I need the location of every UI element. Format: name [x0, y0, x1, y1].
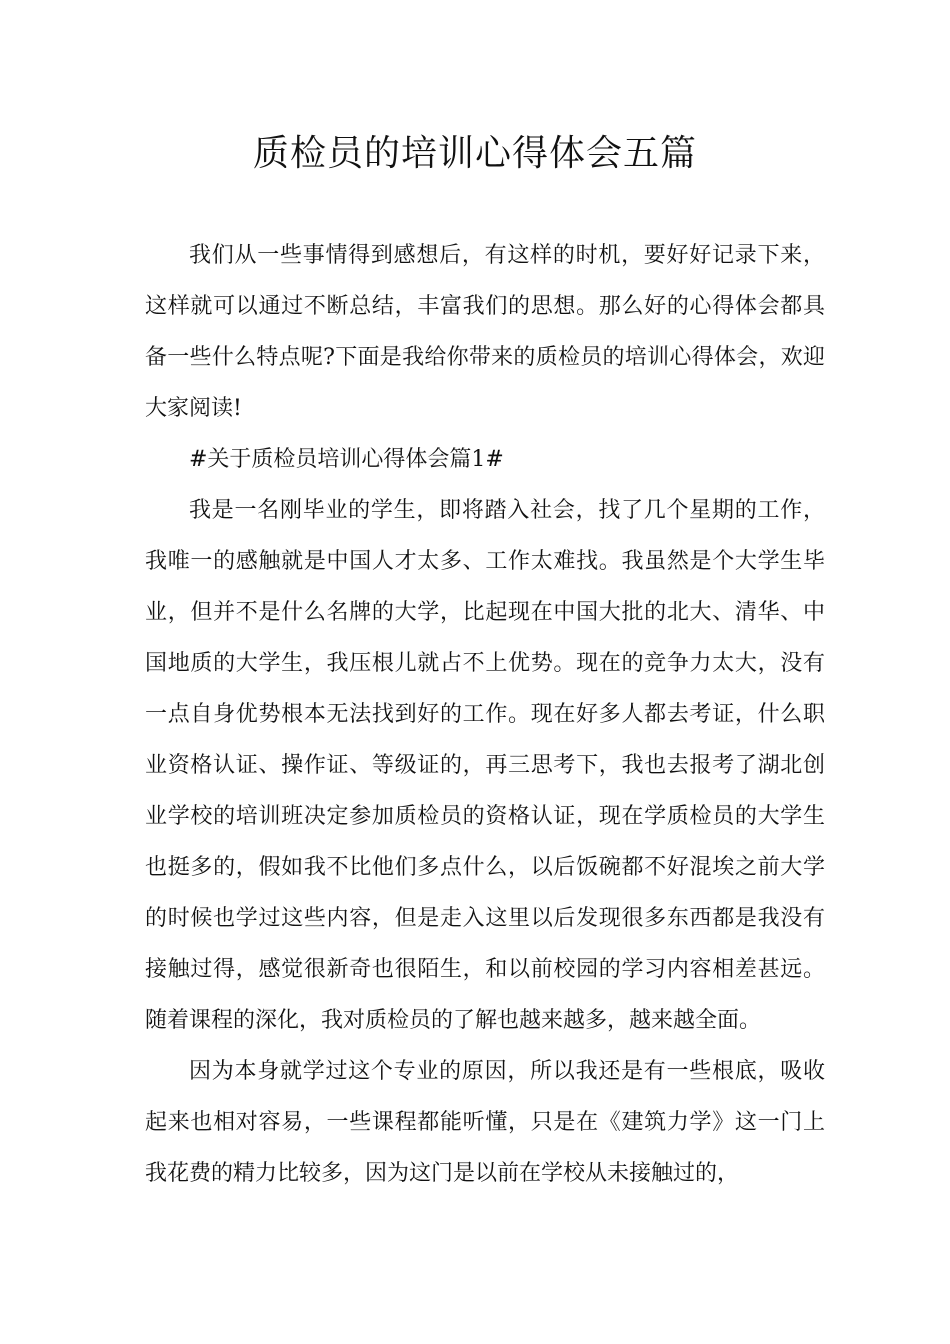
body-paragraph: 我是一名刚毕业的学生，即将踏入社会，找了几个星期的工作，我唯一的感触就是中国人才太多、工作太难找。我虽然是个大学生毕业，但并不是什么名牌的大学，比起现在中国大批的北大、清华、中国地质的大学生，我压根儿就占不上优势。现在的竞争力太大，没有一点自身优势根本无法找到好的工作。现在好多人都去考证，什么职业资格认证、操作证、等级证的，再三思考下，我也去报考了湖北创业学校的培训班决定参加质检员的资格认证，现在学质检员的大学生也挺多的，假如我不比他们多点什么，以后饭碗都不好混埃之前大学的时候也学过这些内容，但是走入这里以后发现很多东西都是我没有接触过得，感觉很新奇也很陌生，和以前校园的学习内容相差甚远。随着课程的深化，我对质检员的了解也越来越多，越来越全面。 [145, 498, 825, 1033]
document-body [145, 230, 825, 1199]
intro-paragraph: 我们从一些事情得到感想后，有这样的时机，要好好记录下来，这样就可以通过不断总结，丰富我们的思想。那么好的心得体会都具备一些什么特点呢?下面是我给你带来的质检员的培训心得体会，欢迎大家阅读! [145, 243, 825, 421]
body-paragraph: 因为本身就学过这个专业的原因，所以我还是有一些根底，吸收起来也相对容易，一些课程都能听懂，只是在《建筑力学》这一门上我花费的精力比较多，因为这门是以前在学校从未接触过的， [145, 1059, 825, 1186]
section-heading: #关于质检员培训心得体会篇1# [189, 447, 504, 472]
document-title: 质检员的培训心得体会五篇 [252, 133, 697, 174]
